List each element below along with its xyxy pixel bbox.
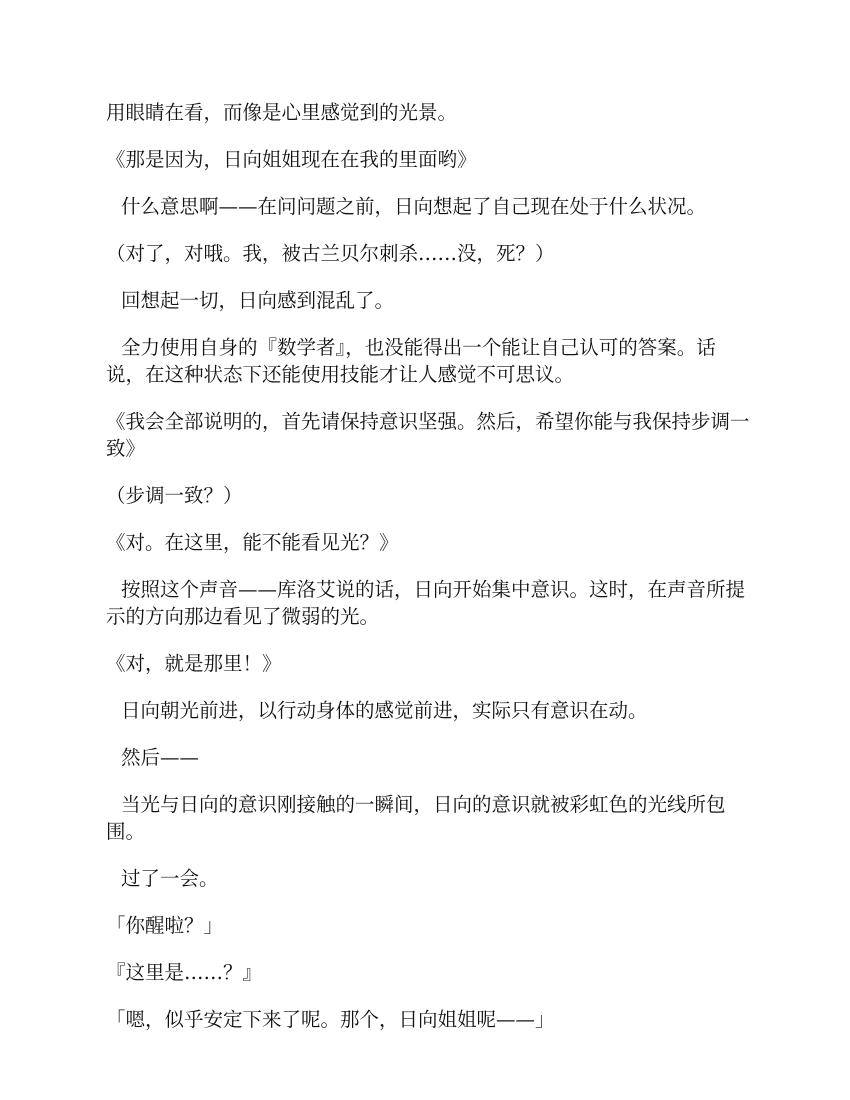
paragraph: 『这里是……？』 [106,961,263,984]
paragraph: 日向朝光前进，以行动身体的感觉前进，实际只有意识在动。 [121,699,648,722]
paragraph: 「你醒啦？」 [106,914,224,937]
paragraph: 什么意思啊——在问问题之前，日向想起了自己现在处于什么状况。 [121,195,707,218]
paragraph: 然后—— [121,746,200,769]
document-body [106,99,752,1053]
paragraph: （步调一致？） [106,484,243,507]
paragraph: （对了，对哦。我，被古兰贝尔刺杀……没，死？） [106,242,555,265]
paragraph: 全力使用自身的『数学者』，也没能得出一个能让自己认可的答案。话说，在这种状态下还能使用技能才让人感觉不可思议。 [106,336,716,386]
paragraph: 《我会全部说明的，首先请保持意识坚强。然后，希望你能与我保持步调一致》 [106,410,750,460]
paragraph: 「嗯，似乎安定下来了呢。那个，日向姐姐呢——」 [106,1008,555,1031]
paragraph: 回想起一切，日向感到混乱了。 [121,289,395,312]
paragraph: 按照这个声音——库洛艾说的话，日向开始集中意识。这时，在声音所提示的方向那边看见了微弱的光。 [106,578,746,628]
paragraph: 《对。在这里，能不能看见光？》 [106,531,399,554]
paragraph: 《对，就是那里！》 [106,652,282,675]
paragraph: 当光与日向的意识刚接触的一瞬间，日向的意识就被彩虹色的光线所包围。 [106,793,726,843]
paragraph: 用眼睛在看，而像是心里感觉到的光景。 [106,101,458,124]
paragraph: 《那是因为，日向姐姐现在在我的里面哟》 [106,148,477,171]
paragraph: 过了一会。 [121,867,219,890]
